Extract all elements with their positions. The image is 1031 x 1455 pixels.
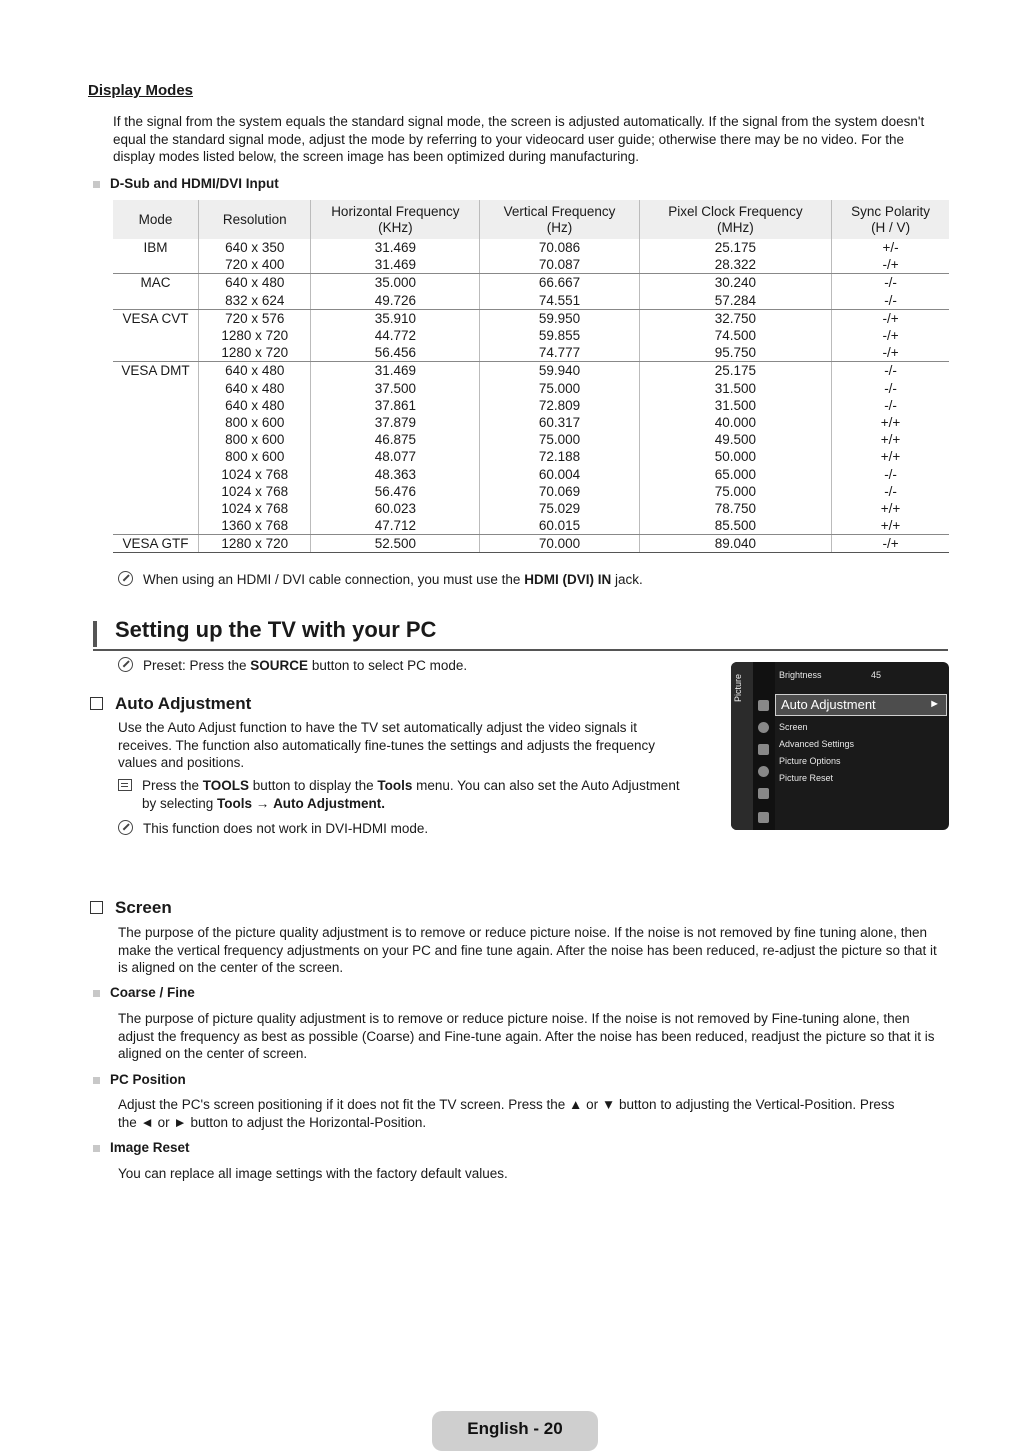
mode-cell <box>113 327 199 344</box>
menu-item-picture-options[interactable]: Picture Options <box>779 756 841 766</box>
square-bullet-icon <box>93 1145 100 1152</box>
pc-position-body: Adjust the PC's screen positioning if it does not fit the TV screen. Press the ▲ or ▼ button to adjusting the Vertical-Position. Press the ◄ or ► button to adjust the Horizontal-Position. <box>118 1097 895 1130</box>
table-cell: -/+ <box>832 344 949 362</box>
table-cell: 44.772 <box>311 327 480 344</box>
table-cell: 31.500 <box>639 380 831 397</box>
square-bullet-icon <box>93 181 100 188</box>
table-row <box>113 274 949 292</box>
table-cell: -/+ <box>832 535 949 553</box>
table-cell: 28.322 <box>639 256 831 274</box>
table-cell: -/- <box>884 380 897 396</box>
table-cell: -/- <box>884 466 897 482</box>
square-bullet-icon <box>93 990 100 997</box>
note-icon <box>118 820 133 835</box>
menu-item-picture-reset[interactable]: Picture Reset <box>779 773 834 783</box>
table-cell: 49.726 <box>311 292 480 310</box>
table-row <box>113 380 949 397</box>
mode-cell <box>113 397 199 414</box>
table-cell: 95.750 <box>639 344 831 362</box>
table-cell: 640 x 480 <box>199 380 311 397</box>
mode-cell <box>113 380 199 397</box>
table-cell: 48.363 <box>311 465 480 482</box>
table-cell: 74.500 <box>639 327 831 344</box>
table-cell: +/+ <box>880 500 901 516</box>
auto-adjustment-body: Use the Auto Adjust function to have the TV set automatically adjust the video signals it receives. The function also automatically fine-tunes the settings and adjusts the frequency values and positions. <box>118 720 656 770</box>
table-cell: 75.000 <box>480 380 639 397</box>
preset-note: Preset: Press the SOURCE button to select PC mode. <box>118 657 467 673</box>
table-cell: 25.175 <box>639 239 831 256</box>
table-cell: 1280 x 720 <box>199 327 311 344</box>
mode-cell <box>113 483 199 500</box>
table-header-cell: Horizontal Frequency (KHz) <box>311 200 480 239</box>
setup-icon <box>758 766 769 777</box>
table-row <box>113 397 949 414</box>
table-cell: 50.000 <box>639 448 831 465</box>
table-cell: 70.087 <box>480 256 639 274</box>
screen-title: Screen <box>90 898 172 918</box>
table-cell: 46.875 <box>311 431 480 448</box>
table-cell: 800 x 600 <box>199 431 311 448</box>
table-cell: 31.500 <box>639 397 831 414</box>
checkbox-icon <box>90 901 103 914</box>
table-cell: -/- <box>884 483 897 499</box>
table-header-cell: Vertical Frequency (Hz) <box>480 200 639 239</box>
table-cell: 30.240 <box>639 274 831 292</box>
table-cell: 78.750 <box>639 500 831 517</box>
menu-item-screen[interactable]: Screen <box>779 722 808 732</box>
table-cell: +/+ <box>880 449 901 465</box>
table-cell: 1024 x 768 <box>199 465 311 482</box>
table-cell: -/- <box>884 397 897 413</box>
auto-adjustment-title: Auto Adjustment <box>90 694 251 714</box>
table-row <box>113 517 949 535</box>
table-cell: 31.469 <box>311 362 480 380</box>
table-cell: 1024 x 768 <box>199 500 311 517</box>
page-number-label: English - 20 <box>467 1419 563 1438</box>
table-cell: 35.910 <box>311 309 480 327</box>
brightness-value: 45 <box>871 670 882 680</box>
table-row <box>113 292 949 310</box>
dvi-note: This function does not work in DVI-HDMI mode. <box>118 820 428 836</box>
table-row <box>113 362 949 380</box>
table-cell: 75.029 <box>480 500 639 517</box>
table-cell: 60.317 <box>480 414 639 431</box>
mode-cell: IBM <box>113 239 199 256</box>
tools-note: Press the TOOLS button to display the Tools menu. You can also set the Auto Adjustment by selecting Tools → Auto Adjustment. <box>118 777 728 813</box>
table-row <box>113 535 949 553</box>
mode-cell: VESA GTF <box>113 535 199 553</box>
table-cell: 59.855 <box>480 327 639 344</box>
table-row <box>113 256 949 274</box>
dsub-hdmi-subheading: D-Sub and HDMI/DVI Input <box>93 176 279 191</box>
menu-item-brightness[interactable]: Brightness <box>779 670 822 680</box>
input-icon <box>758 788 769 799</box>
table-cell: 72.809 <box>480 397 639 414</box>
table-cell: 60.023 <box>311 500 480 517</box>
sound-icon <box>758 722 769 733</box>
table-cell: 59.950 <box>480 309 639 327</box>
table-cell: 52.500 <box>311 535 480 553</box>
table-cell: 49.500 <box>639 431 831 448</box>
menu-sidebar <box>731 662 753 830</box>
note-icon <box>118 657 133 672</box>
square-bullet-icon <box>93 1077 100 1084</box>
coarse-fine-body: The purpose of picture quality adjustment is to remove or reduce picture noise. If the noise is not removed by Fine-tuning alone, then adjust the frequency as best as possible (Coarse) and Fine-tune again. After the noise has been reduced, readjust the picture so that it is aligned on the center of screen. <box>118 1011 935 1061</box>
mode-cell: VESA CVT <box>113 309 199 327</box>
mode-cell <box>113 431 199 448</box>
screen-body: The purpose of the picture quality adjustment is to remove or reduce picture noise. If the noise is not removed by fine tuning alone, then make the vertical frequency adjustments on your PC and fine tune again. After the noise has been reduced, re-adjust the picture so that it is aligned on the center of the screen. <box>118 925 937 975</box>
table-cell: 47.712 <box>311 517 480 535</box>
menu-side-label: Picture <box>733 674 743 703</box>
table-cell: 720 x 576 <box>199 309 311 327</box>
table-cell: 48.077 <box>311 448 480 465</box>
table-cell: 35.000 <box>311 274 480 292</box>
setup-title-text: Setting up the TV with your PC <box>115 617 437 642</box>
table-row <box>113 483 949 500</box>
table-cell: 85.500 <box>639 517 831 535</box>
table-row <box>113 465 949 482</box>
tv-picture-menu-screenshot <box>731 662 949 830</box>
table-cell: 37.861 <box>311 397 480 414</box>
hdmi-note: When using an HDMI / DVI cable connection, you must use the HDMI (DVI) IN jack. <box>118 571 643 587</box>
table-cell: 57.284 <box>639 292 831 310</box>
table-cell: 25.175 <box>639 362 831 380</box>
table-header-cell: Mode <box>113 200 199 239</box>
image-reset-body: You can replace all image settings with the factory default values. <box>118 1166 508 1181</box>
table-cell: -/+ <box>882 328 899 344</box>
table-cell: 72.188 <box>480 448 639 465</box>
picture-icon <box>758 700 769 711</box>
table-row <box>113 239 949 256</box>
table-cell: 59.940 <box>480 362 639 380</box>
table-row <box>113 414 949 431</box>
mode-cell <box>113 448 199 465</box>
setup-section-title <box>93 615 948 651</box>
arrow-right-icon: ► <box>929 698 940 710</box>
table-row <box>113 327 949 344</box>
page-number-badge <box>432 1411 598 1451</box>
table-header-cell: Pixel Clock Frequency (MHz) <box>639 200 831 239</box>
table-cell: 720 x 400 <box>199 256 311 274</box>
table-cell: 65.000 <box>639 465 831 482</box>
menu-icon-column <box>753 662 775 830</box>
menu-item-auto-adjustment[interactable] <box>775 694 947 716</box>
note-icon <box>118 571 133 586</box>
table-cell: -/- <box>832 292 949 310</box>
table-cell: 66.667 <box>480 274 639 292</box>
table-cell: 56.456 <box>311 344 480 362</box>
table-cell: 60.015 <box>480 517 639 535</box>
table-cell: -/- <box>884 275 897 291</box>
table-cell: 832 x 624 <box>199 292 311 310</box>
display-modes-table <box>113 200 949 553</box>
table-header-row <box>113 200 949 239</box>
table-body <box>113 239 949 553</box>
mode-cell <box>113 344 199 362</box>
table-cell: 800 x 600 <box>199 414 311 431</box>
support-icon <box>758 812 769 823</box>
image-reset-heading: Image Reset <box>93 1140 190 1155</box>
table-cell: +/+ <box>880 414 901 430</box>
table-cell: 37.879 <box>311 414 480 431</box>
table-cell: 800 x 600 <box>199 448 311 465</box>
table-cell: 31.469 <box>311 256 480 274</box>
mode-cell <box>113 517 199 535</box>
table-row <box>113 344 949 362</box>
mode-cell <box>113 256 199 274</box>
table-cell: 75.000 <box>480 431 639 448</box>
table-cell: 640 x 480 <box>199 397 311 414</box>
table-cell: 31.469 <box>311 239 480 256</box>
table-header-cell: Resolution <box>199 200 311 239</box>
table-cell: -/- <box>884 363 897 379</box>
checkbox-icon <box>90 697 103 710</box>
mode-cell: MAC <box>113 274 199 292</box>
table-cell: 75.000 <box>639 483 831 500</box>
table-cell: 37.500 <box>311 380 480 397</box>
mode-cell: VESA DMT <box>113 362 199 380</box>
table-row <box>113 448 949 465</box>
table-row <box>113 309 949 327</box>
table-cell: 70.086 <box>480 239 639 256</box>
table-cell: 640 x 480 <box>199 362 311 380</box>
table-cell: 70.069 <box>480 483 639 500</box>
table-cell: 32.750 <box>639 309 831 327</box>
table-cell: 70.000 <box>480 535 639 553</box>
table-header-cell: Sync Polarity (H / V) <box>832 200 949 239</box>
table-cell: 1280 x 720 <box>199 344 311 362</box>
table-cell: 1360 x 768 <box>199 517 311 535</box>
table-cell: 1280 x 720 <box>199 535 311 553</box>
mode-cell <box>113 465 199 482</box>
table-cell: 640 x 480 <box>199 274 311 292</box>
mode-cell <box>113 414 199 431</box>
menu-highlight-label: Auto Adjustment <box>781 697 876 712</box>
table-cell: 56.476 <box>311 483 480 500</box>
table-cell: 74.551 <box>480 292 639 310</box>
table-cell: 89.040 <box>639 535 831 553</box>
display-modes-intro: If the signal from the system equals the standard signal mode, the screen is adjusted automatically. If the signal from the system doesn't equal the standard signal mode, adjust the mode by referring to your videocard user guide; otherwise there may be no video. For the display modes listed below, the screen image has been optimized during manufacturing. <box>113 114 925 164</box>
table-row <box>113 500 949 517</box>
pc-position-heading: PC Position <box>93 1072 186 1087</box>
table-cell: +/+ <box>832 517 949 535</box>
table-row <box>113 431 949 448</box>
table-cell: +/- <box>882 240 899 256</box>
table-cell: 74.777 <box>480 344 639 362</box>
table-cell: -/+ <box>832 256 949 274</box>
mode-cell <box>113 500 199 517</box>
table-cell: 60.004 <box>480 465 639 482</box>
table-cell: -/+ <box>882 310 899 326</box>
display-modes-heading: Display Modes <box>88 82 194 99</box>
channel-icon <box>758 744 769 755</box>
table-cell: +/+ <box>880 432 901 448</box>
coarse-fine-heading: Coarse / Fine <box>93 985 195 1000</box>
menu-item-advanced-settings[interactable]: Advanced Settings <box>779 739 855 749</box>
tools-icon <box>118 779 132 791</box>
mode-cell <box>113 292 199 310</box>
section-bar <box>93 621 97 647</box>
table-cell: 40.000 <box>639 414 831 431</box>
table-cell: 640 x 350 <box>199 239 311 256</box>
table-cell: 1024 x 768 <box>199 483 311 500</box>
